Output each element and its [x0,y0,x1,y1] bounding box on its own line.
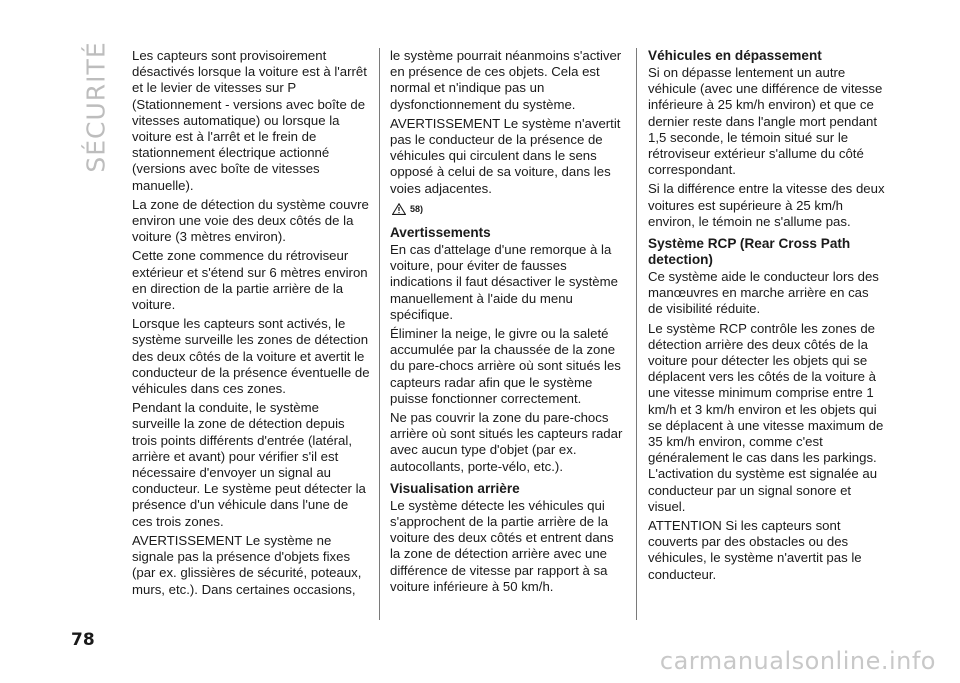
column-2 [390,48,626,598]
paragraph: Les capteurs sont provisoirement désactivés lorsque la voiture est à l'arrêt et le levier de vitesses sur P (Stationnement - versions avec boîte de vitesses automatique) ou lorsque la voiture est à l'arrêt et le frein de stationnement électrique actionné (versions avec boîte de vitesses manuelle). [132,48,367,193]
paragraph: Éliminer la neige, le givre ou la saleté accumulée par la chaussée de la zone du pare-chocs arrière où sont situés les capteurs radar afin que le système puisse fonctionner correctement. [390,326,621,406]
paragraph: AVERTISSEMENT Le système ne signale pas la présence d'objets fixes (par ex. glissières de sécurité, poteaux, murs, etc.). Dans certaines occasions, [132,532,362,597]
heading-rcp: Système RCP (Rear Cross Path detection) [648,236,851,268]
column-divider [379,48,380,620]
section-title: SÉCURITÉ [81,41,111,173]
paragraph: La zone de détection du système couvre environ une voie des deux côtés de la voiture (3 mètres environ). [132,196,369,245]
warning-triangle-icon [392,203,406,215]
heading-avertissements: Avertissements [390,225,491,241]
warning-reference [392,201,626,217]
paragraph: Pendant la conduite, le système surveille la zone de détection depuis trois points différents d'entrée (latéral, arrière et avant) pour vérifier s'il est nécessaire d'envoyer un signal au conducteur. Le système peut détecter la présence d'un véhicule dans l'une de ces trois zones. [132,400,366,529]
watermark: carmanualsonline.info [659,647,936,675]
warning-ref-number: 58) [410,203,424,214]
heading-visualisation: Visualisation arrière [390,480,520,496]
heading-depassement: Véhicules en dépassement [648,48,822,63]
paragraph: Lorsque les capteurs sont activés, le système surveille les zones de détection des deux côtés de la voiture et avertit le conducteur de la présence éventuelle de véhicules dans ces zones. [132,316,370,397]
column-1 [132,48,370,601]
page-number: 78 [71,630,95,650]
column-3 [648,48,886,586]
paragraph: Le système RCP contrôle les zones de détection arrière des deux côtés de la voiture pour détecter les objets qui se déplacent vers les côtés de la voiture à une vitesse minimum comprise entre 1 km/h et 3 km/h environ et les objets qui se déplacent à une vitesse maximum de 35 km/h environ, comme c'est généralement le cas dans les parkings. L'activation du système est signalée au conducteur par un signal sonore et visuel. [648,320,884,514]
column-divider [636,48,637,620]
paragraph: Si on dépasse lentement un autre véhicule (avec une différence de vitesse inférieure à 25 km/h environ) et que ce dernier reste dans l'angle mort pendant 1,5 seconde, le témoin situé sur le rétroviseur extérieur s'allume du côté correspondant. [648,65,883,178]
paragraph: Cette zone commence du rétroviseur extérieur et s'étend sur 6 mètres environ en direction de la partie arrière de la voiture. [132,248,368,313]
paragraph: AVERTISSEMENT Le système n'avertit pas le conducteur de la présence de véhicules qui circulent dans le sens opposé à celui de sa voiture, dans les voies adjacentes. [390,115,621,196]
paragraph: Le système détecte les véhicules qui s'approchent de la partie arrière de la voiture des deux côtés et entrent dans la zone de détection arrière avec une différence de vitesse par rapport à sa voiture inférieure à 50 km/h. [390,497,614,594]
paragraph: le système pourrait néanmoins s'activer en présence de ces objets. Cela est normal et n'indique pas un dysfonctionnement du système. [390,48,622,112]
paragraph: ATTENTION Si les capteurs sont couverts par des obstacles ou des véhicules, le système n'avertit pas le conducteur. [648,518,862,582]
paragraph: En cas d'attelage d'une remorque à la voiture, pour éviter de fausses indications il faut désactiver le système manuellement à l'aide du menu spécifique. [390,242,618,322]
paragraph: Ne pas couvrir la zone du pare-chocs arrière où sont situés les capteurs radar avec aucun type d'objet (par ex. autocollants, porte-vélo, etc.). [390,410,623,474]
paragraph: Ce système aide le conducteur lors des manœuvres en marche arrière en cas de visibilité réduite. [648,269,879,317]
paragraph: Si la différence entre la vitesse des deux voitures est supérieure à 25 km/h environ, le témoin ne s'allume pas. [648,181,885,229]
